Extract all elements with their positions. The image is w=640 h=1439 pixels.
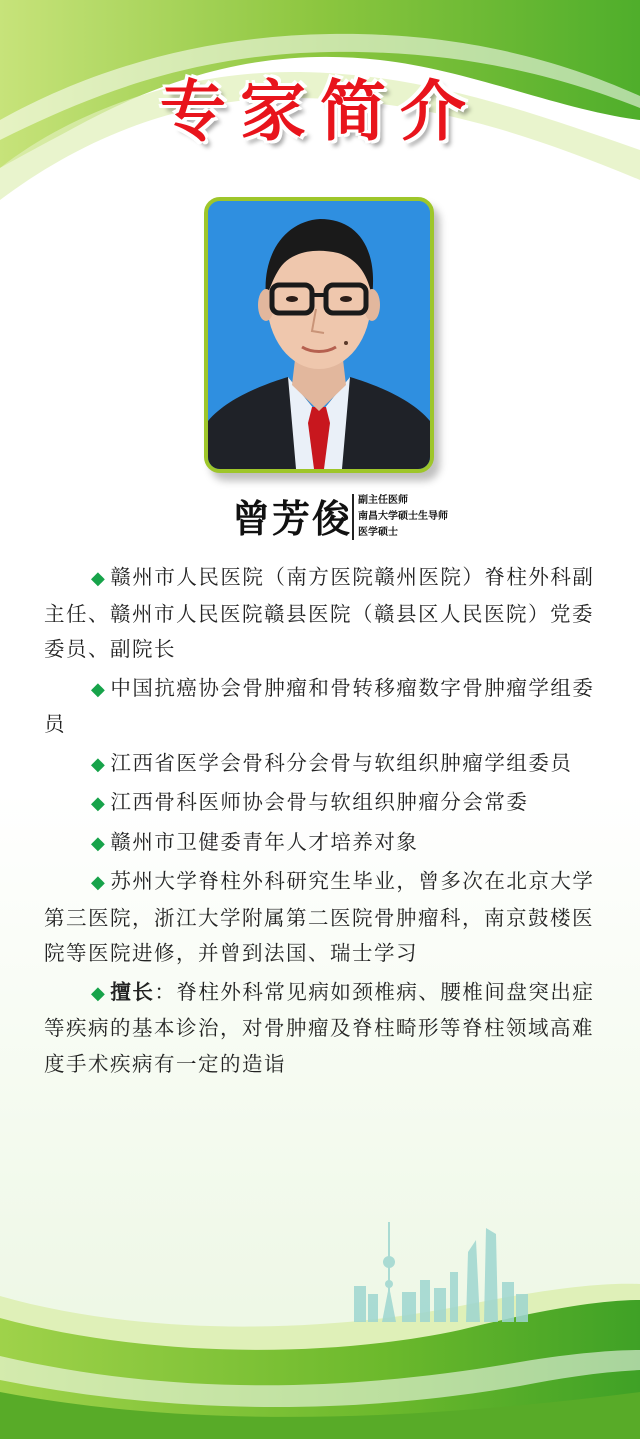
bio-text: 中国抗癌协会骨肿瘤和骨转移瘤数字骨肿瘤学组委员 [44,675,595,736]
bio-item-specialty [44,975,600,1083]
specialty-label: 擅长 [110,979,155,1004]
bio-text: 赣州市卫健委青年人才培养对象 [110,829,419,854]
doctor-title-3: 医学硕士 [358,527,398,538]
name-divider [352,494,354,540]
bio-item [44,825,600,862]
doctor-title-1: 副主任医师 [358,495,408,506]
doctor-photo [204,197,434,473]
diamond-bullet-icon: ◆ [91,872,107,893]
diamond-bullet-icon: ◆ [91,832,107,854]
bio-text: 苏州大学脊柱外科研究生毕业，曾多次在北京大学第三医院，浙江大学附属第二医院骨肿瘤科，南京鼓楼医院等医院进修，并曾到法国、瑞士学习 [44,869,595,965]
portrait-illustration [208,201,430,469]
doctor-titles [358,493,448,541]
page-title: 专家简介 [160,72,480,150]
bio-item [44,746,600,783]
bio-item [44,864,600,972]
diamond-bullet-icon: ◆ [91,568,107,589]
bio-text: 江西骨科医师协会骨与软组织肿瘤分会常委 [110,790,529,814]
diamond-bullet-icon: ◆ [91,793,107,814]
bio-text: 江西省医学会骨科分会骨与软组织肿瘤学组委员 [110,750,573,775]
bio-text: 赣州市人民医院（南方医院赣州医院）脊柱外科副主任、赣州市人民医院赣县医院（赣县区人民医院）党委委员、副院长 [44,565,595,661]
doctor-title-2: 南昌大学硕士生导师 [358,511,448,522]
city-skyline-graphic [350,1222,530,1322]
diamond-bullet-icon: ◆ [91,753,107,775]
diamond-bullet-icon: ◆ [91,678,107,700]
bio-item [44,785,600,822]
bio-item [44,560,600,668]
bio-item [44,671,600,743]
bio-text: ：脊柱外科常见病如颈椎病、腰椎间盘突出症等疾病的基本诊治，对骨肿瘤及脊柱畸形等脊柱领域高难度手术疾病有一定的造诣 [44,979,595,1076]
doctor-name: 曾芳俊 [232,496,353,541]
diamond-bullet-icon: ◆ [91,982,107,1004]
bio-list [44,560,600,1085]
